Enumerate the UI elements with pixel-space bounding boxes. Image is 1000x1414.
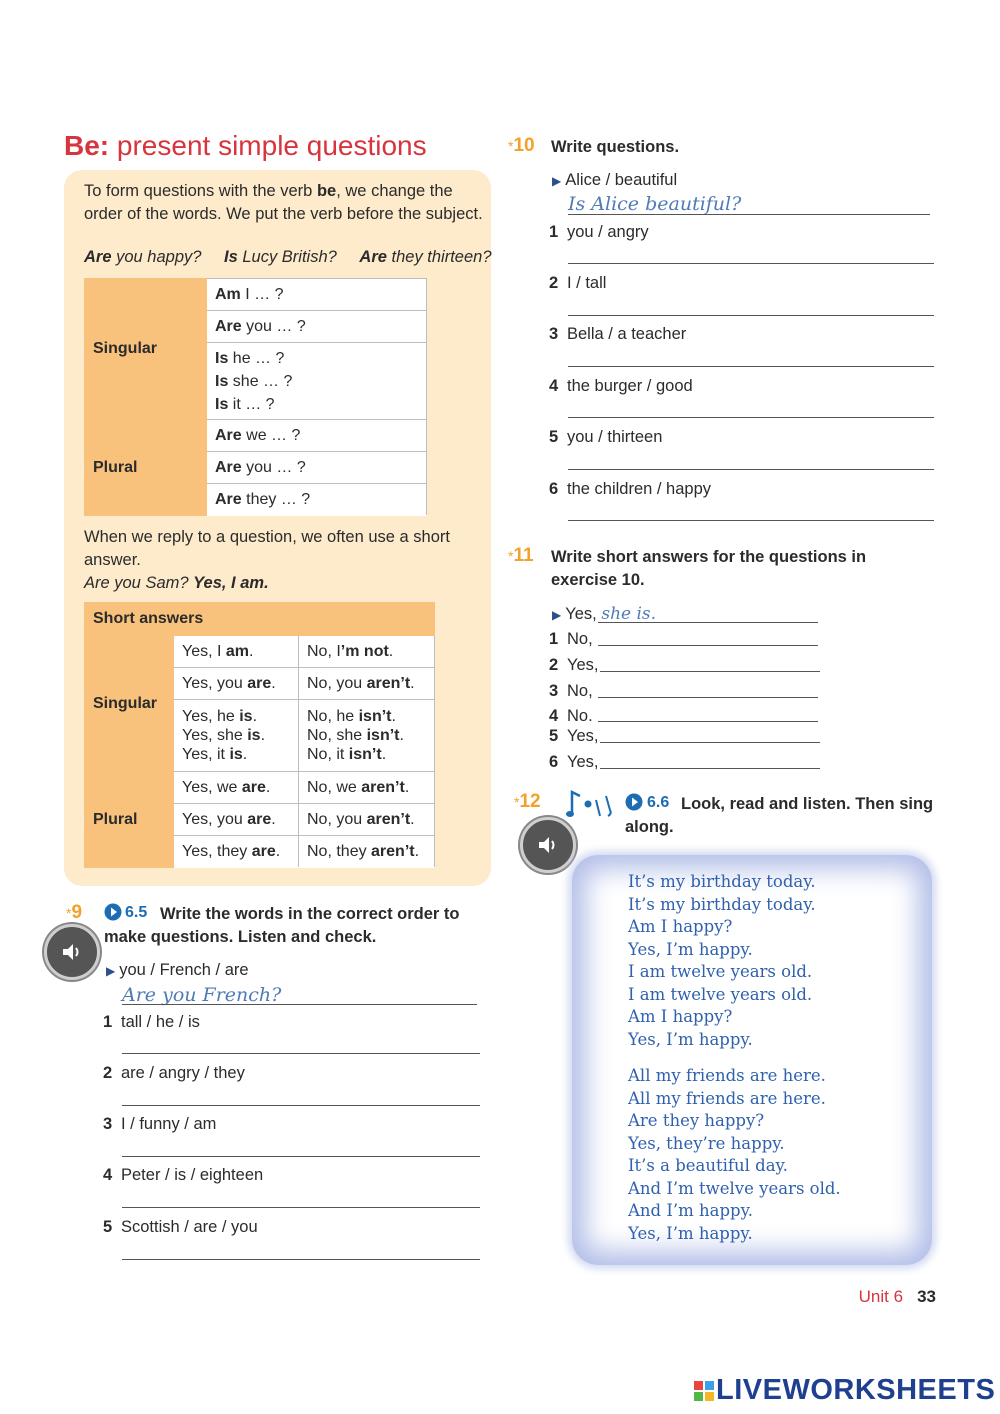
- answer-line: [598, 622, 818, 623]
- ex9-item-3: 3 I / funny / am: [103, 1115, 217, 1133]
- song-line: Am I happy?: [628, 917, 733, 936]
- triangle-icon: ▶: [106, 964, 116, 978]
- ex10-item-2: 2 I / tall: [549, 274, 607, 292]
- plural-label: Plural: [85, 420, 207, 516]
- ex9-instruction: Write the words in the correct order to make questions. Listen and check.: [104, 905, 460, 946]
- song-line: Am I happy?: [628, 1007, 733, 1026]
- answer-cell: Yes, we are.: [174, 772, 299, 804]
- ex12-track-label: 6.6: [647, 794, 670, 811]
- ex10-answer-line-2[interactable]: [568, 315, 934, 316]
- reply-text: When we reply to a question, we often use a short answer. Are you Sam? Yes, I am.: [84, 528, 450, 592]
- brand-logo: LIVEWORKSHEETS: [694, 1374, 995, 1407]
- song-line: Yes, they’re happy.: [628, 1133, 785, 1153]
- song-line: It’s my birthday today.: [628, 872, 816, 891]
- ex10-answer-line-3[interactable]: [568, 366, 934, 367]
- song-line: And I’m twelve years old.: [628, 1178, 841, 1198]
- answer-cell: Yes, he is. Yes, she is. Yes, it is.: [174, 700, 299, 772]
- ex9-answer-line-5[interactable]: [122, 1259, 480, 1260]
- ex9-example-answer: Are you French?: [122, 984, 282, 1006]
- ex11-example: ▶ Yes, she is.: [552, 604, 657, 624]
- ex12-number: *12: [514, 791, 541, 812]
- answer-cell: No, I’m not.: [299, 636, 435, 668]
- answer-line: [122, 1004, 477, 1005]
- ex9-track-label: 6.5: [125, 904, 148, 921]
- ex10-example-answer: Is Alice beautiful?: [568, 193, 742, 215]
- ex9-item-1: 1 tall / he / is: [103, 1013, 200, 1031]
- answer-cell: Yes, you are.: [174, 668, 299, 700]
- ex9-example-prompt: ▶ you / French / are: [106, 961, 249, 979]
- speaker-icon: [61, 941, 83, 963]
- ex11-item-5: 5 Yes,: [549, 727, 599, 745]
- ex10-item-6: 6 the children / happy: [549, 480, 712, 498]
- triangle-icon: ▶: [552, 608, 562, 622]
- question-cell: Are they … ?: [207, 484, 427, 516]
- ex9-answer-line-2[interactable]: [122, 1105, 480, 1106]
- answer-cell: Yes, I am.: [174, 636, 299, 668]
- speaker-icon: [537, 834, 559, 856]
- song-line: Yes, I’m happy.: [628, 1029, 753, 1049]
- ex10-answer-line-5[interactable]: [568, 469, 934, 470]
- question-cell: Am I … ?: [207, 279, 427, 311]
- ex10-number: *10: [508, 135, 535, 156]
- song-line: Yes, I’m happy.: [628, 939, 753, 959]
- ex9-item-2: 2 are / angry / they: [103, 1064, 245, 1082]
- music-notes-icon: [566, 786, 618, 827]
- ex11-item-6: 6 Yes,: [549, 753, 599, 771]
- song-line: I am twelve years old.: [628, 962, 813, 981]
- ex9-answer-line-3[interactable]: [122, 1156, 480, 1157]
- answer-cell: No, you aren’t.: [299, 668, 435, 700]
- ex11-instruction: Write short answers for the questions in exercise 10.: [551, 548, 867, 589]
- ex11-answer-line-2[interactable]: [600, 671, 820, 672]
- song-line: It’s my birthday today.: [628, 894, 816, 914]
- ex11-number: *11: [508, 545, 534, 566]
- ex11-answer-line-6[interactable]: [600, 768, 820, 769]
- ex11-item-2: 2 Yes,: [549, 656, 599, 674]
- ex10-example-prompt: ▶ Alice / beautiful: [552, 171, 678, 189]
- answer-cell: No, he isn’t. No, she isn’t. No, it isn’t.: [299, 700, 435, 772]
- song-line: Yes, I’m happy.: [628, 1223, 753, 1243]
- ex12-instruction: Look, read and listen. Then sing along.: [625, 795, 934, 836]
- ex9-answer-line-4[interactable]: [122, 1207, 480, 1208]
- ex10-answer-line-4[interactable]: [568, 417, 934, 418]
- ex9-audio-button[interactable]: [44, 924, 100, 980]
- question-cell: Are you … ?: [207, 452, 427, 484]
- answer-cell: No, you aren’t.: [299, 804, 435, 836]
- ex9-number: *9: [66, 902, 83, 923]
- intro-example: Is Lucy British?: [224, 248, 337, 266]
- answer-line: [568, 214, 930, 215]
- song-line: Are they happy?: [628, 1111, 765, 1130]
- page-footer: Unit 6 33: [858, 1287, 936, 1306]
- intro-examples: [84, 248, 510, 267]
- ex10-item-3: 3 Bella / a teacher: [549, 325, 687, 343]
- question-cell: Are you … ?: [207, 311, 427, 343]
- singular-label: Singular: [85, 279, 207, 420]
- ex9-answer-line-1[interactable]: [122, 1053, 480, 1054]
- question-cell: Is he … ? Is she … ? Is it … ?: [207, 343, 427, 420]
- song-verse-1: [628, 871, 816, 1051]
- ex11-answer-line-5[interactable]: [600, 742, 820, 743]
- ex11-item-4: 4 No.: [549, 707, 593, 725]
- ex10-instruction: Write questions.: [551, 138, 680, 156]
- answer-cell: No, we aren’t.: [299, 772, 435, 804]
- plural-label: Plural: [85, 772, 174, 868]
- question-table: [84, 278, 427, 516]
- ex11-answer-line-4[interactable]: [598, 721, 818, 722]
- ex10-answer-line-6[interactable]: [568, 520, 934, 521]
- intro-example: Are you happy?: [84, 248, 202, 266]
- song-line: It’s a beautiful day.: [628, 1156, 788, 1175]
- short-answers-header: Short answers: [85, 603, 435, 636]
- song-line: And I’m happy.: [628, 1201, 753, 1220]
- ex9-item-4: 4 Peter / is / eighteen: [103, 1166, 264, 1184]
- answer-cell: No, they aren’t.: [299, 836, 435, 868]
- song-line: I am twelve years old.: [628, 984, 813, 1004]
- ex11-item-3: 3 No,: [549, 682, 593, 700]
- triangle-icon: ▶: [552, 174, 562, 188]
- liveworksheets-logo-icon: [694, 1380, 714, 1402]
- ex10-item-5: 5 you / thirteen: [549, 428, 663, 446]
- question-cell: Are we … ?: [207, 420, 427, 452]
- ex10-item-4: 4 the burger / good: [549, 377, 693, 395]
- short-answers-table: [84, 602, 435, 868]
- intro-text: To form questions with the verb be, we change the order of the words. We put the verb before the subject.: [84, 182, 483, 223]
- ex10-answer-line-1[interactable]: [568, 263, 934, 264]
- ex12-audio-button[interactable]: [520, 817, 576, 873]
- ex11-answer-line-1[interactable]: [598, 645, 818, 646]
- song-line: All my friends are here.: [628, 1066, 826, 1085]
- song-verse-2: [628, 1065, 841, 1245]
- ex11-answer-line-3[interactable]: [598, 697, 818, 698]
- page-title: Be: present simple questions: [64, 130, 427, 161]
- intro-example: Are they thirteen?: [359, 248, 492, 266]
- ex11-item-1: 1 No,: [549, 630, 593, 648]
- answer-cell: Yes, you are.: [174, 804, 299, 836]
- singular-label: Singular: [85, 636, 174, 772]
- ex9-item-5: 5 Scottish / are / you: [103, 1218, 258, 1236]
- ex10-item-1: 1 you / angry: [549, 223, 649, 241]
- answer-cell: Yes, they are.: [174, 836, 299, 868]
- song-line: All my friends are here.: [628, 1088, 826, 1108]
